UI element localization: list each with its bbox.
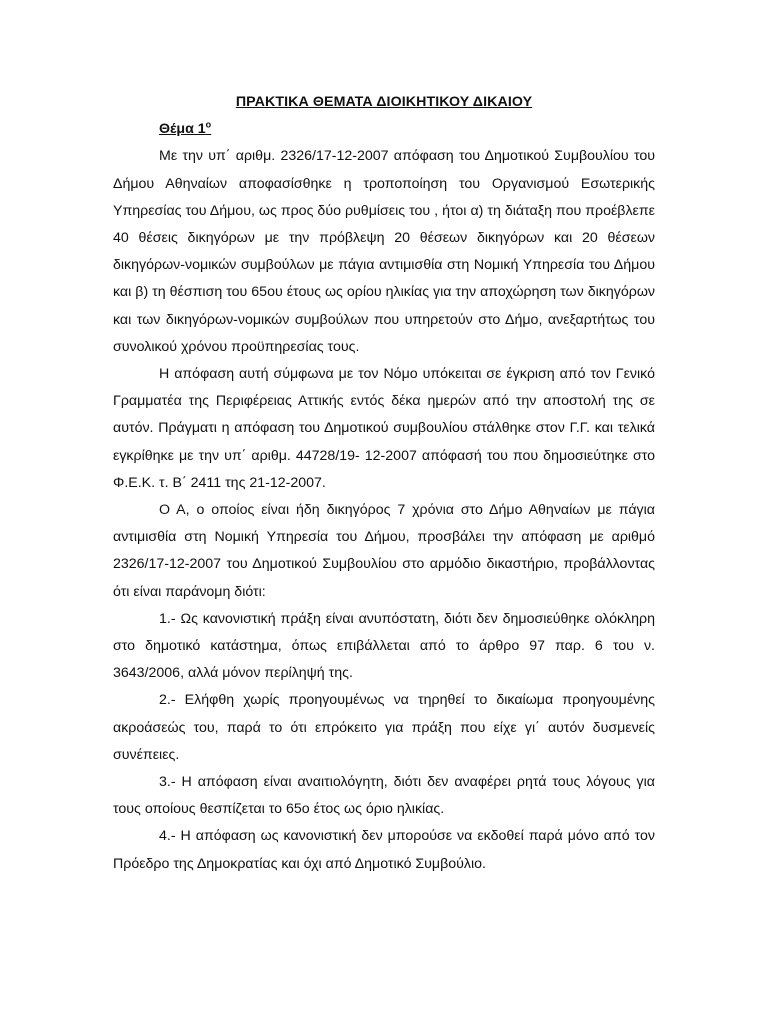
topic-heading xyxy=(113,116,655,143)
paragraph-appeal: Ο Α, ο οποίος είναι ήδη δικηγόρος 7 χρόνια στο Δήμο Αθηναίων με πάγια αντιμισθία στη Νομική Υπηρεσία του Δήμου, προσβάλει την απόφαση με αριθμό 2326/17-12-2007 του Δημοτικού Συμβουλίου στο αρμόδιο δικαστήριο, προβάλλοντας ότι είναι παράνομη διότι: xyxy=(113,502,655,600)
topic-heading-text: Θέμα 1 xyxy=(159,121,206,138)
topic-heading-superscript: ο xyxy=(205,119,212,130)
paragraph-ground-4: 4.- Η απόφαση ως κανονιστική δεν μπορούσε να εκδοθεί παρά μόνο από τον Πρόεδρο της Δημοκρατίας και όχι από Δημοτικό Συμβούλιο. xyxy=(113,828,655,872)
document-body xyxy=(113,89,655,878)
paragraph-ground-3: 3.- Η απόφαση είναι αναιτιολόγητη, διότι δεν αναφέρει ρητά τους λόγους για τους οποίους θεσπίζεται το 65ο έτος ως όριο ηλικίας. xyxy=(113,774,655,818)
paragraph-ground-2: 2.- Ελήφθη χωρίς προηγουμένως να τηρηθεί το δικαίωμα προηγουμένης ακροάσεώς του, παρά το ότι επρόκειτο για πράξη που είχε γι΄ αυτόν δυσμενείς συνέπειες. xyxy=(113,692,655,763)
document-title: ΠΡΑΚΤΙΚΑ ΘΕΜΑΤΑ ΔΙΟΙΚΗΤΙΚΟΥ ΔΙΚΑΙΟΥ xyxy=(235,94,533,110)
paragraph-approval: Η απόφαση αυτή σύμφωνα με τον Νόμο υπόκειται σε έγκριση από τον Γενικό Γραμματέα της Περιφέρειας Αττικής εντός δέκα ημερών από την αποστολή της σε αυτόν. Πράγματι η απόφαση του Δημοτικού συμβουλίου στάλθηκε στον Γ.Γ. και τελικά εγκρίθηκε με την υπ΄ αριθμ. 44728/19- 12-2007 απόφασή του που δημοσιεύτηκε στο Φ.Ε.Κ. τ. Β΄ 2411 της 21-12-2007. xyxy=(113,366,655,491)
paragraph-case-facts: Με την υπ΄ αριθμ. 2326/17-12-2007 απόφαση του Δημοτικού Συμβουλίου του Δήμου Αθηναίων αποφασίσθηκε η τροποποίηση του Οργανισμού Εσωτερικής Υπηρεσίας του Δήμου, ως προς δύο ρυθμίσεις του , ήτοι α) τη διάταξη που προέβλεπε 40 θέσεις δικηγόρων με την πρόβλεψη 20 θέσεων δικηγόρων και 20 θέσεων δικηγόρων-νομικών συμβούλων με πάγια αντιμισθία στη Νομική Υπηρεσία του Δήμου και β) τη θέσπιση του 65ου έτους ως ορίου ηλικίας για την αποχώρηση των δικηγόρων και των δικηγόρων-νομικών συμβούλων που υπηρετούν στο Δήμο, ανεξαρτήτως του συνολικού χρόνου προϋπηρεσίας τους. xyxy=(113,148,655,355)
paragraph-ground-1: 1.- Ως κανονιστική πράξη είναι ανυπόστατη, διότι δεν δημοσιεύθηκε ολόκληρη στο δημοτικό κατάστημα, όπως επιβάλλεται από το άρθρο 97 παρ. 6 του ν. 3643/2006, αλλά μόνον περίληψή της. xyxy=(113,610,655,682)
